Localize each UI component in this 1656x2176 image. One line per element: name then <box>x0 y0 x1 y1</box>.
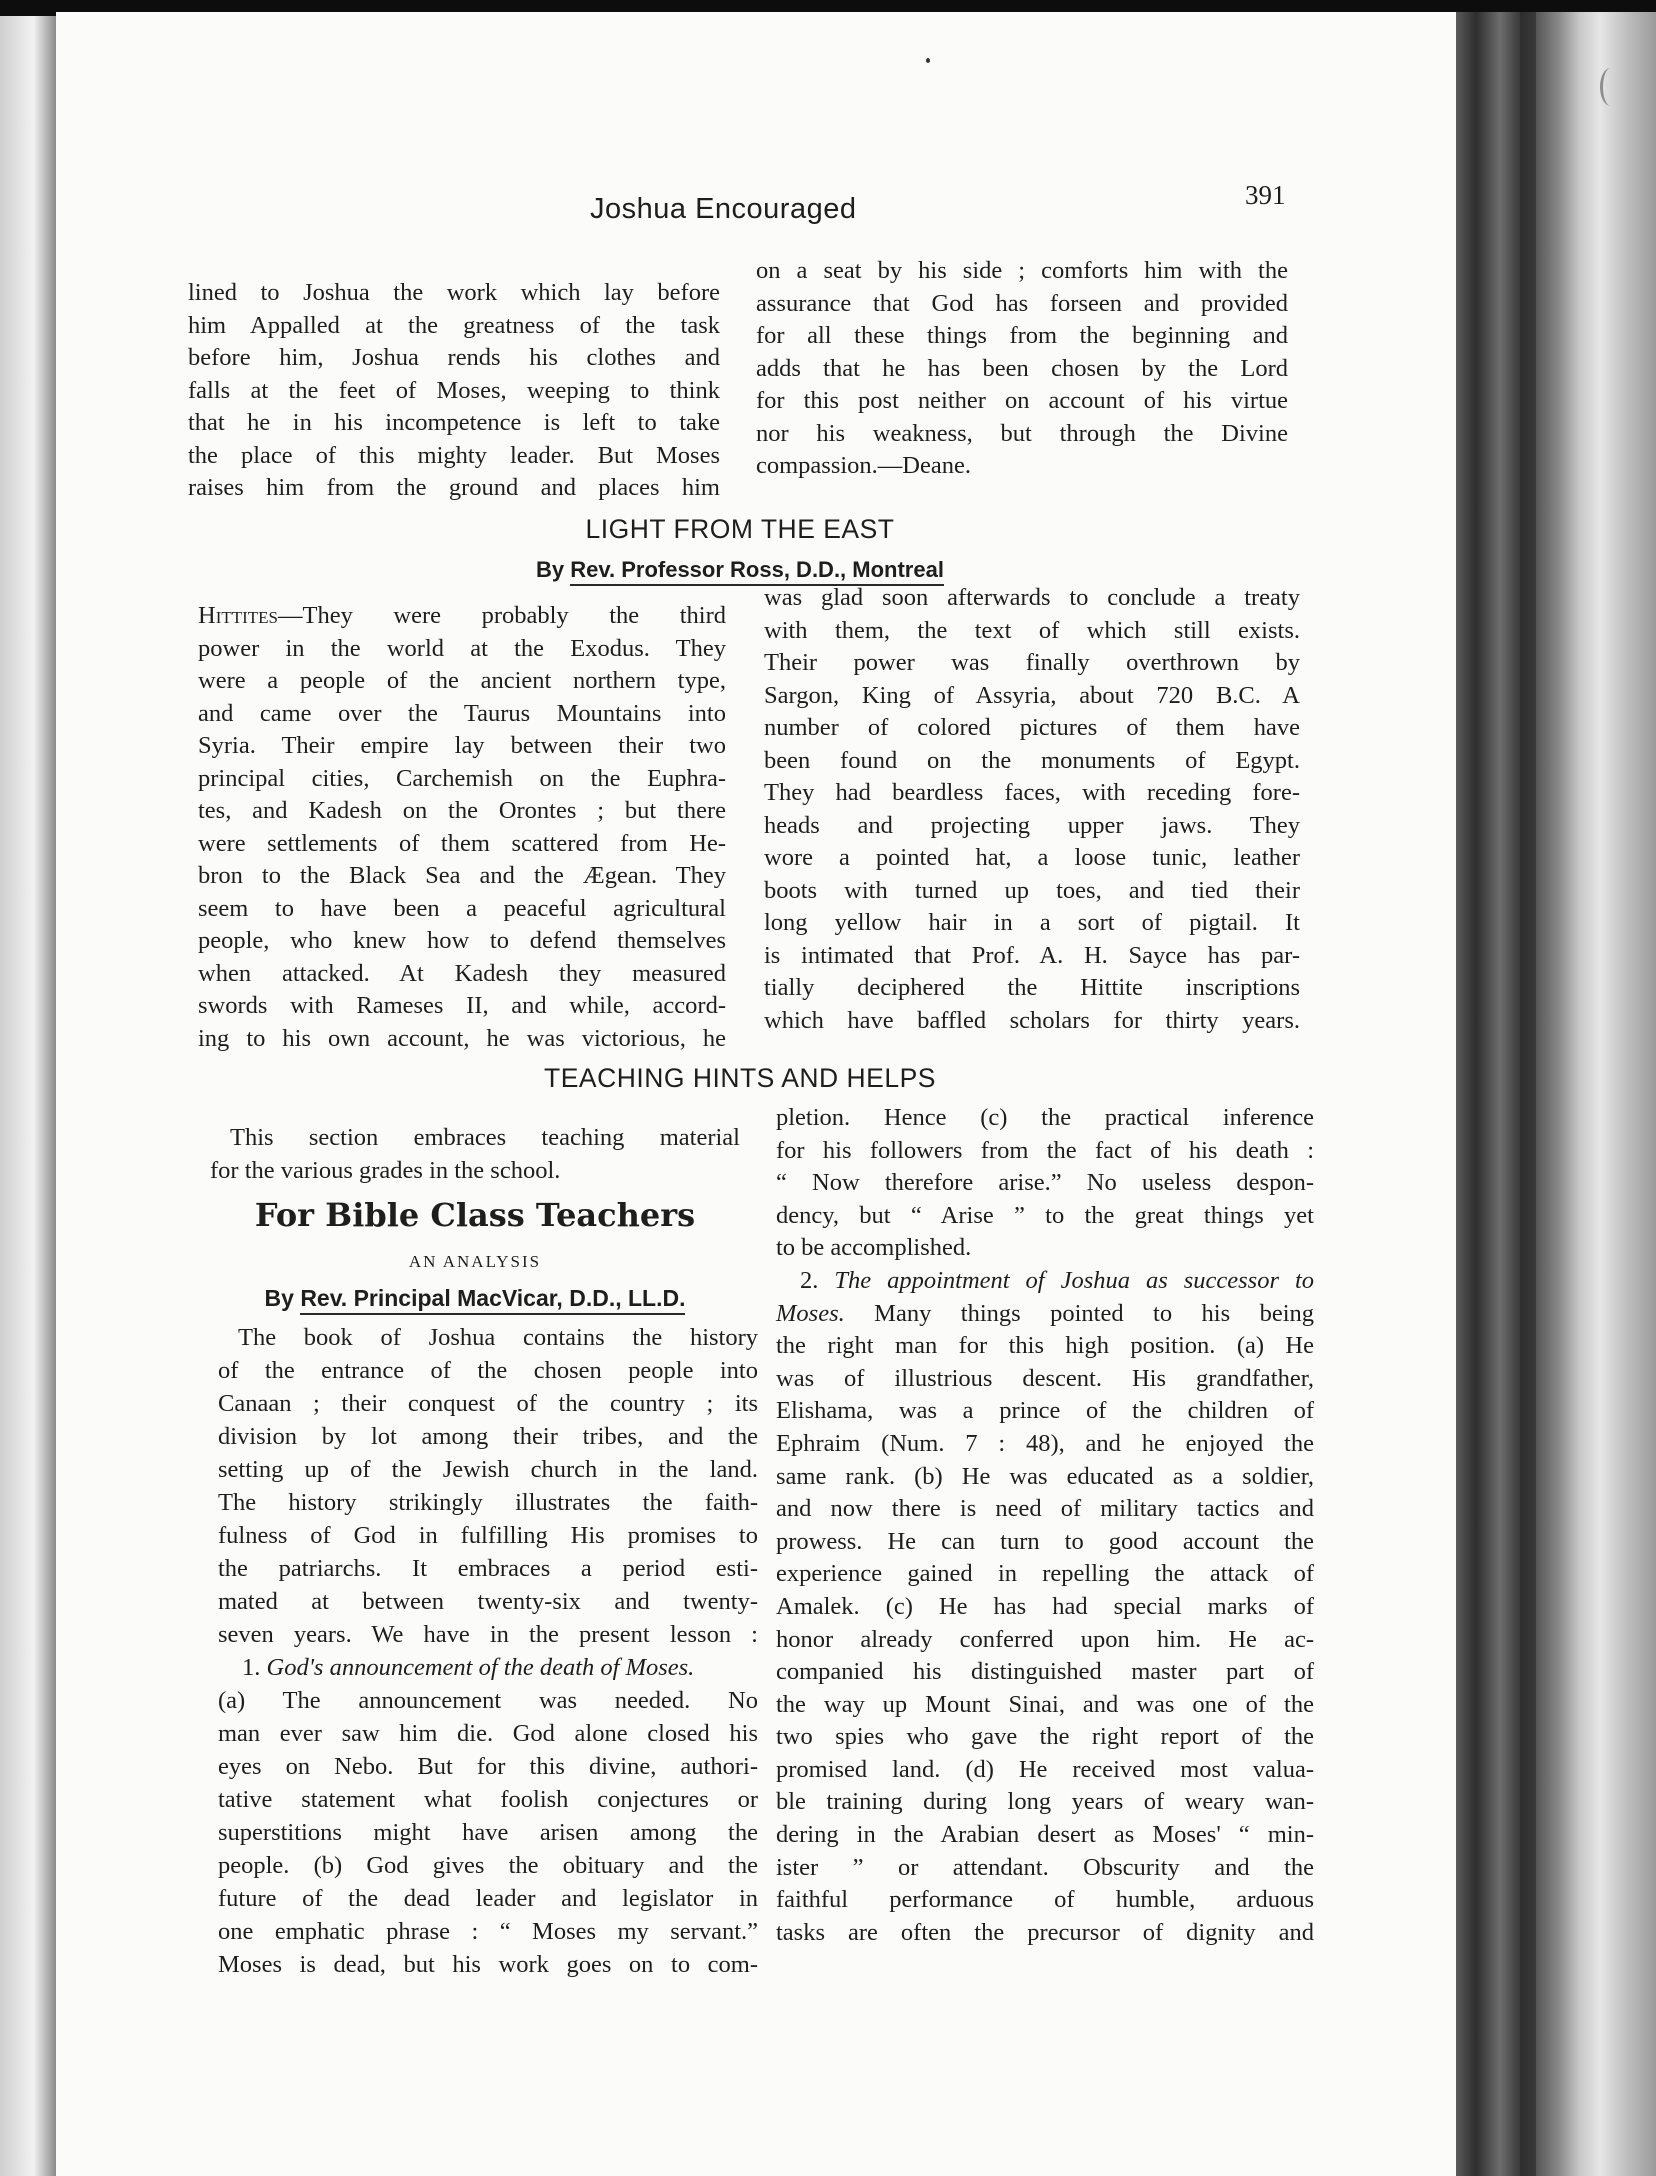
text-line: nor his weakness, but through the Divine <box>756 419 1288 447</box>
book-page-edges <box>1456 12 1656 2176</box>
text-line: tative statement what foolish conjectures or <box>218 1786 758 1813</box>
text-line: man ever saw him die. God alone closed his <box>218 1720 758 1747</box>
text-line: before him, Joshua rends his clothes and <box>188 344 720 371</box>
text-line: tes, and Kadesh on the Orontes ; but there <box>198 797 726 824</box>
scan-artifact <box>1600 68 1621 106</box>
text-line: faithful performance of humble, arduous <box>776 1886 1314 1914</box>
teaching-intro <box>210 1122 740 1187</box>
text-line: is intimated that Prof. A. H. Sayce has par- <box>764 941 1300 969</box>
text-line: adds that he has been chosen by the Lord <box>756 354 1288 382</box>
text-line: mated at between twenty-six and twenty- <box>218 1588 758 1615</box>
light-from-east-right-column <box>764 582 1300 1037</box>
text-line: heads and projecting upper jaws. They <box>764 811 1300 839</box>
text-line: one emphatic phrase : “ Moses my servant.” <box>218 1918 758 1945</box>
text-line: when attacked. At Kadesh they measured <box>198 959 726 987</box>
text-line: him Appalled at the greatness of the task <box>188 311 720 339</box>
text-line: were a people of the ancient northern type, <box>198 667 726 694</box>
text-line: people. (b) God gives the obituary and the <box>218 1852 758 1879</box>
text-line: for this post neither on account of his virtue <box>756 387 1288 414</box>
text-line: the right man for this high position. (a) He <box>776 1332 1314 1360</box>
text-line: been found on the monuments of Egypt. <box>764 746 1300 774</box>
text-span: Many things pointed to his being <box>844 1299 1314 1327</box>
text-line: for all these things from the beginning and <box>756 322 1288 349</box>
text-line: wore a pointed hat, a loose tunic, leather <box>764 844 1300 871</box>
byline-ross <box>140 557 1340 583</box>
text-line: were settlements of them scattered from He- <box>198 829 726 857</box>
text-line: promised land. (d) He received most valua- <box>776 1755 1314 1783</box>
text-line: future of the dead leader and legislator in <box>218 1885 758 1912</box>
text-line: ister ” or attendant. Obscurity and the <box>776 1853 1314 1881</box>
text-line: Elishama, was a prince of the children of <box>776 1397 1314 1425</box>
text-line: on a seat by his side ; comforts him with the <box>756 257 1288 284</box>
text-line: bron to the Black Sea and the Ægean. They <box>198 862 726 889</box>
text-line: (a) The announcement was needed. No <box>218 1687 758 1714</box>
text-line: prowess. He can turn to good account the <box>776 1527 1314 1555</box>
teaching-right-column <box>776 1102 1314 1949</box>
text-line: that he in his incompetence is left to take <box>188 409 720 436</box>
text-line: fulness of God in fulfilling His promises to <box>218 1522 758 1549</box>
text-line: companied his distinguished master part of <box>776 1658 1314 1686</box>
text-line: was of illustrious descent. His grandfather, <box>776 1364 1314 1392</box>
lead-word-hittites: Hittites <box>198 602 279 629</box>
text-line: number of colored pictures of them have <box>764 714 1300 741</box>
scan-dot <box>926 58 930 63</box>
text-line <box>218 1651 758 1684</box>
text-line <box>198 600 726 633</box>
text-line: same rank. (b) He was educated as a soldier, <box>776 1462 1314 1490</box>
light-from-east-left-column <box>198 600 726 1055</box>
text-span: —They were probably the third <box>278 602 726 629</box>
text-line: setting up of the Jewish church in the land. <box>218 1456 758 1483</box>
book-spine-shadow <box>1520 12 1536 2176</box>
byline-author: Rev. Principal MacVicar, D.D., LL.D. <box>300 1285 685 1315</box>
text-line: Sargon, King of Assyria, about 720 B.C. A <box>764 681 1300 709</box>
text-line: dency, but “ Arise ” to the great things yet <box>776 1201 1314 1229</box>
text-line: of the entrance of the chosen people into <box>218 1357 758 1384</box>
continuation-left-column <box>188 277 720 505</box>
text-line: pletion. Hence (c) the practical inference <box>776 1104 1314 1131</box>
section-title-teaching-hints: TEACHING HINTS AND HELPS <box>544 1063 936 1093</box>
text-line: Their power was finally overthrown by <box>764 649 1300 676</box>
text-line: Ephraim (Num. 7 : 48), and he enjoyed the <box>776 1429 1314 1457</box>
byline-prefix: By <box>536 557 571 582</box>
text-line: two spies who gave the right report of the <box>776 1723 1314 1751</box>
running-title: Joshua Encouraged <box>590 193 857 225</box>
section-title-light-from-east: LIGHT FROM THE EAST <box>585 514 895 544</box>
text-line: experience gained in repelling the attack of <box>776 1560 1314 1588</box>
text-line: dering in the Arabian desert as Moses' “ min- <box>776 1821 1314 1849</box>
point-title: The appointment of Joshua as successor to <box>834 1266 1315 1294</box>
byline-prefix: By <box>264 1285 301 1311</box>
text-line <box>776 1265 1314 1298</box>
text-line: with them, the text of which still exists. <box>764 616 1300 644</box>
text-line: ble training during long years of weary wan- <box>776 1788 1314 1816</box>
text-line: Moses is dead, but his work goes on to com- <box>218 1951 758 1978</box>
point-title: God's announcement of the death of Moses. <box>266 1654 695 1681</box>
point-title: Moses. <box>776 1299 845 1327</box>
text-line: tially deciphered the Hittite inscriptions <box>764 974 1300 1001</box>
text-line: long yellow hair in a sort of pigtail. It <box>764 909 1300 936</box>
byline-macvicar <box>210 1285 740 1312</box>
text-line: the patriarchs. It embraces a period esti- <box>218 1555 758 1582</box>
text-line: division by lot among their tribes, and the <box>218 1423 758 1450</box>
point-number: 1. <box>242 1654 267 1681</box>
text-line: seven years. We have in the present lesson : <box>218 1621 758 1648</box>
text-line: people, who knew how to defend themselves <box>198 927 726 954</box>
text-line: principal cities, Carchemish on the Euphra- <box>198 764 726 792</box>
text-line: superstitions might have arisen among the <box>218 1819 758 1846</box>
text-line: raises him from the ground and places him <box>188 474 720 501</box>
text-line: Syria. Their empire lay between their two <box>198 732 726 759</box>
text-line: eyes on Nebo. But for this divine, authori- <box>218 1753 758 1780</box>
text-line: for his followers from the fact of his death : <box>776 1136 1314 1164</box>
analysis-label: AN ANALYSIS <box>408 1252 542 1271</box>
text-line: “ Now therefore arise.” No useless despon- <box>776 1169 1314 1197</box>
text-line: and came over the Taurus Mountains into <box>198 699 726 727</box>
text-line: Amalek. (c) He has had special marks of <box>776 1592 1314 1620</box>
page-number: 391 <box>1245 180 1286 210</box>
text-line: assurance that God has forseen and provided <box>756 289 1288 317</box>
text-line: Canaan ; their conquest of the country ; its <box>218 1390 758 1417</box>
text-line: They had beardless faces, with receding fore- <box>764 779 1300 806</box>
text-line: boots with turned up toes, and tied their <box>764 876 1300 904</box>
text-line: and now there is need of military tactics and <box>776 1495 1314 1523</box>
text-line: the way up Mount Sinai, and was one of the <box>776 1690 1314 1718</box>
point-number: 2. <box>800 1266 835 1294</box>
byline-author: Rev. Professor Ross, D.D., Montreal <box>570 557 944 586</box>
subsection-title-bible-class: For Bible Class Teachers <box>254 1196 696 1234</box>
text-line: The history strikingly illustrates the faith- <box>218 1489 758 1516</box>
text-line: lined to Joshua the work which lay before <box>188 279 720 306</box>
text-line: The book of Joshua contains the history <box>238 1324 758 1351</box>
text-line: ing to his own account, he was victorious, he <box>198 1024 726 1052</box>
teaching-left-column <box>218 1321 758 1981</box>
text-line: This section embraces teaching material <box>230 1124 740 1151</box>
text-line: the place of this mighty leader. But Moses <box>188 441 720 469</box>
text-line <box>776 1298 1314 1331</box>
text-line: which have baffled scholars for thirty years. <box>764 1006 1300 1034</box>
text-line: honor already conferred upon him. He ac- <box>776 1625 1314 1653</box>
text-line: compassion.—Deane. <box>756 452 971 479</box>
book-left-edge <box>0 16 56 2176</box>
text-line: was glad soon afterwards to conclude a treaty <box>764 584 1300 611</box>
continuation-right-column <box>756 255 1288 483</box>
text-line: seem to have been a peaceful agricultural <box>198 894 726 922</box>
text-line: to be accomplished. <box>776 1234 972 1262</box>
text-line: tasks are often the precursor of dignity and <box>776 1918 1314 1946</box>
text-line: power in the world at the Exodus. They <box>198 634 726 662</box>
text-line: falls at the feet of Moses, weeping to think <box>188 376 720 404</box>
text-line: for the various grades in the school. <box>210 1156 561 1184</box>
text-line: swords with Rameses II, and while, accord- <box>198 992 726 1019</box>
